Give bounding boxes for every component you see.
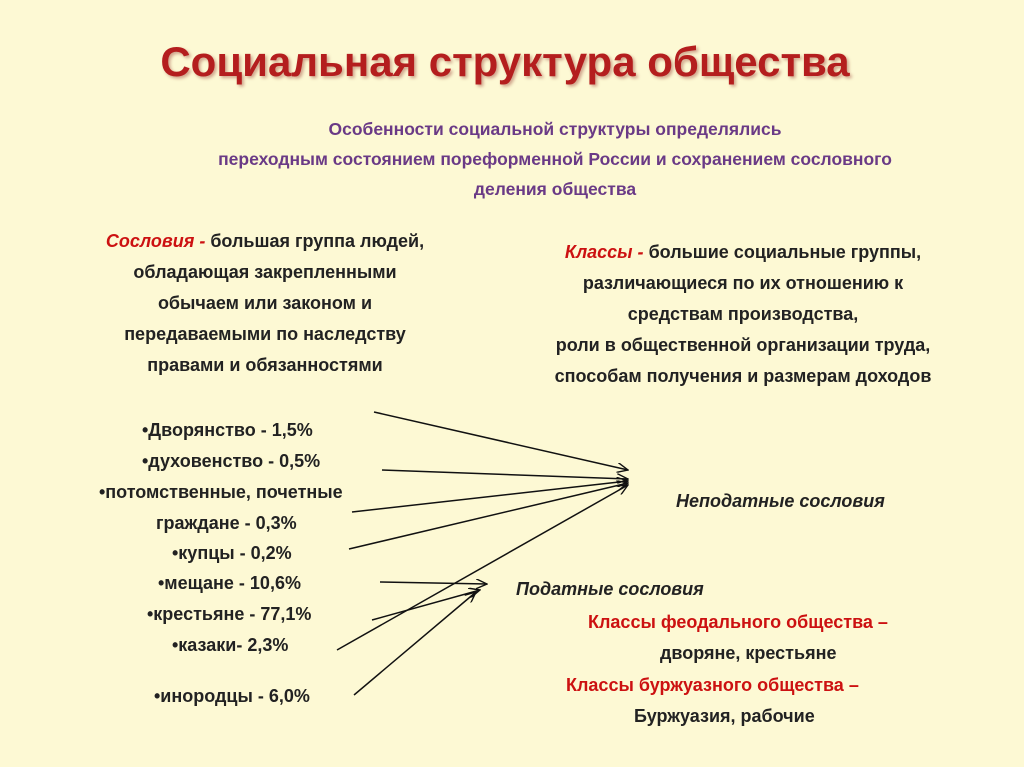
classes-def-line-4: роли в общественной организации труда,	[555, 335, 931, 355]
estate-item-honorary-citizens: •потомственные, почетные	[99, 482, 343, 502]
estate-item-honorary-citizens-cont: граждане - 0,3%	[156, 513, 297, 533]
bourgeois-classes-label: Классы буржуазного общества –	[566, 675, 859, 695]
taxed-estates-label: Податные сословия	[516, 579, 704, 599]
classes-def-line-2: различающиеся по их отношению к	[582, 273, 904, 293]
arrow-nobility-to-untaxed	[374, 412, 628, 470]
classes-def-line-1-text: большие социальные группы,	[643, 242, 922, 262]
arrow-honorary-to-untaxed	[352, 481, 628, 512]
arrow-townspeople-to-taxed	[380, 582, 487, 584]
estate-item-cossacks: •казаки- 2,3%	[172, 635, 289, 655]
estates-def-line-3: обычаем или законом и	[157, 293, 373, 313]
estates-term: Сословия -	[105, 231, 206, 251]
subtitle-line-3: деления общества	[473, 179, 637, 199]
classes-def-line-3: средствам производства,	[627, 304, 859, 324]
arrow-cossacks-to-untaxed	[337, 485, 628, 650]
classes-term: Классы -	[564, 242, 644, 262]
arrow-merchants-to-untaxed	[349, 483, 628, 549]
estates-def-line-4: передаваемыми по наследству	[124, 324, 406, 344]
estate-item-townspeople: •мещане - 10,6%	[158, 573, 301, 593]
estates-def-line-1-text: большая группа людей,	[205, 231, 425, 251]
untaxed-estates-label: Неподатные сословия	[676, 491, 885, 511]
arrow-clergy-to-untaxed	[382, 470, 628, 479]
feudal-classes-label: Классы феодального общества –	[588, 612, 888, 632]
page-title: Социальная структура общества	[160, 38, 850, 85]
estate-item-merchants: •купцы - 0,2%	[172, 543, 292, 563]
estate-item-aliens: •инородцы - 6,0%	[154, 686, 310, 706]
estate-item-clergy: •духовенство - 0,5%	[142, 451, 321, 471]
subtitle-line-2: переходным состоянием пореформенной России и сохранением сословного	[218, 149, 892, 169]
bourgeois-classes-members: Буржуазия, рабочие	[634, 706, 815, 726]
arrow-peasants-to-taxed	[372, 590, 480, 620]
estates-def-line-5: правами и обязанностями	[147, 355, 383, 375]
classes-def-line-5: способам получения и размерам доходов	[554, 366, 932, 386]
estate-item-peasants: •крестьяне - 77,1%	[147, 604, 312, 624]
estate-item-nobility: •Дворянство - 1,5%	[142, 420, 313, 440]
feudal-classes-members: дворяне, крестьяне	[660, 643, 837, 663]
estates-def-line-2: обладающая закрепленными	[133, 262, 397, 282]
subtitle-line-1: Особенности социальной структуры определялись	[328, 119, 782, 139]
